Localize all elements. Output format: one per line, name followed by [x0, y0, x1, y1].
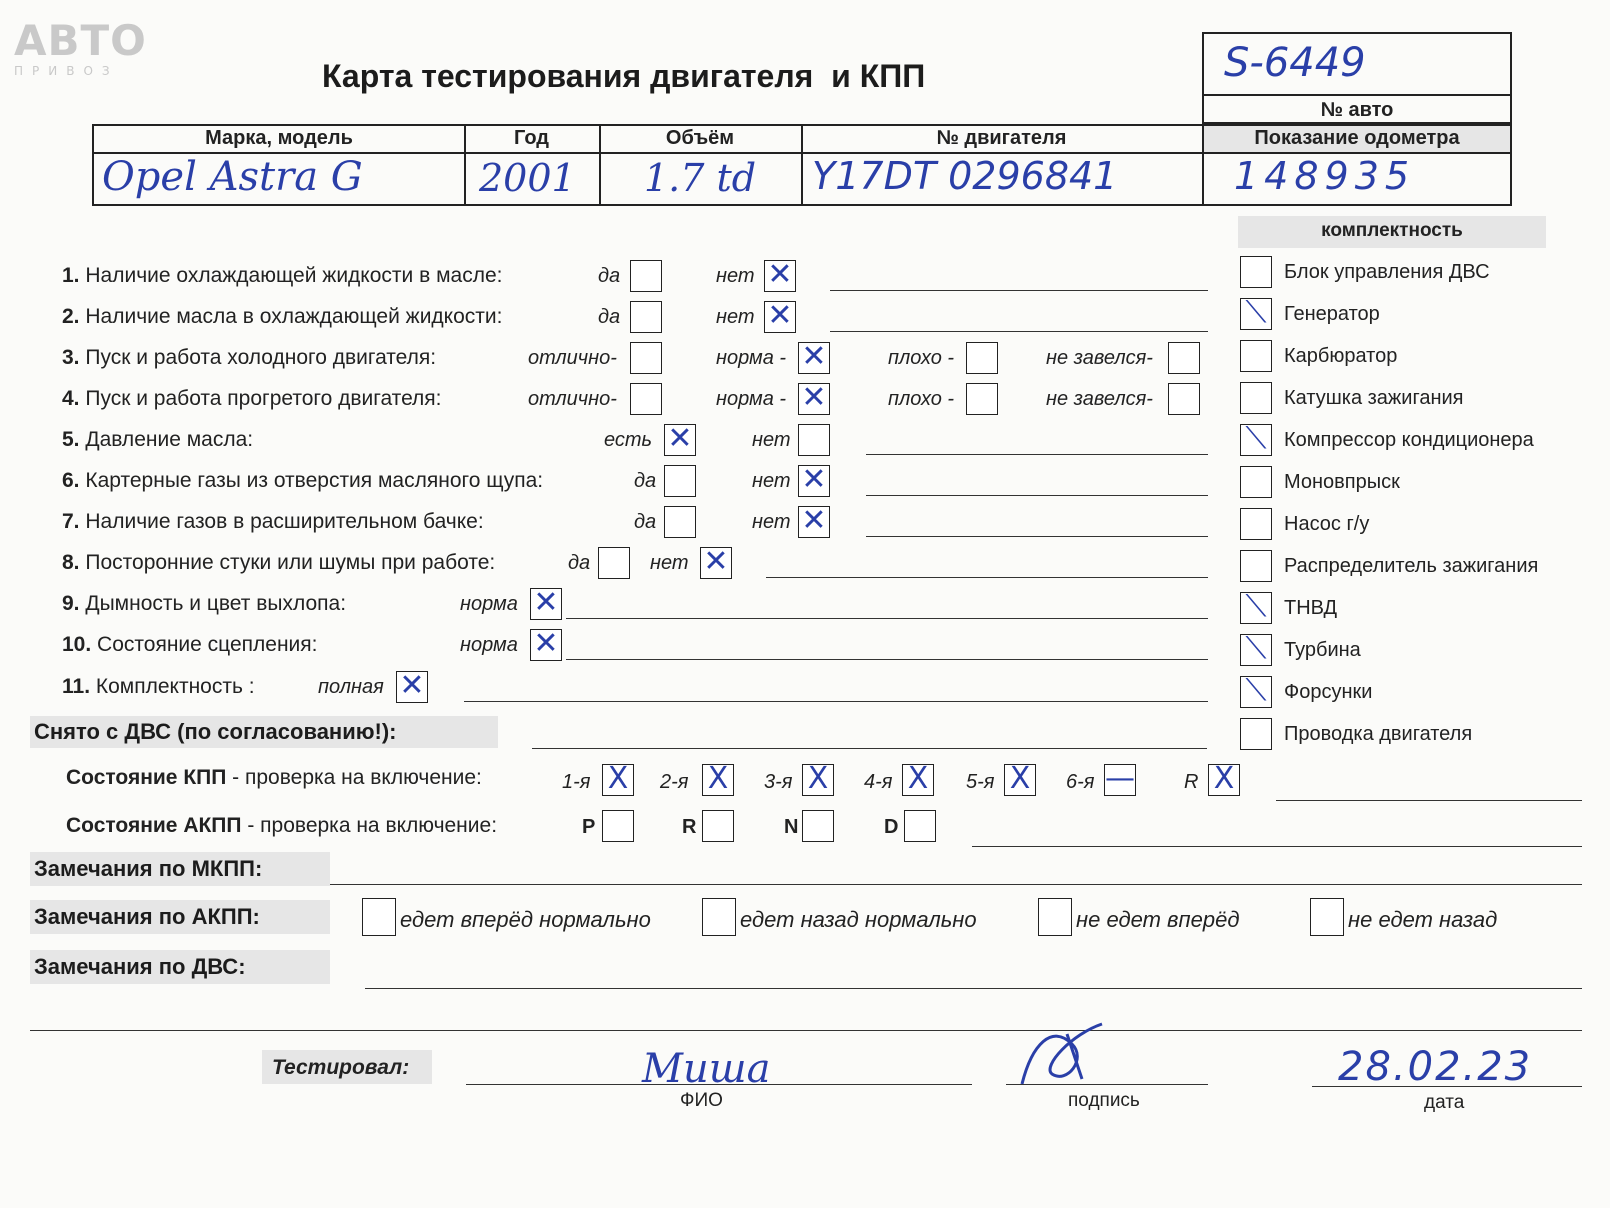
question-text	[62, 592, 346, 616]
question-number: 10.	[62, 633, 92, 656]
question-number: 6.	[62, 469, 80, 492]
answer-line[interactable]	[830, 331, 1208, 332]
option-checkbox[interactable]	[798, 503, 830, 538]
option-label: норма	[460, 634, 518, 656]
kit-header-label: комплектность	[1321, 220, 1463, 241]
akpp-remark-label: едет вперёд нормально	[400, 907, 651, 932]
answer-line[interactable]	[464, 701, 1208, 702]
name-label: ФИО	[680, 1090, 723, 1111]
remarks-dvs-label: Замечания по ДВС:	[34, 954, 246, 979]
question-label: Пуск и работа холодного двигателя:	[85, 346, 437, 369]
option-label: отлично-	[528, 347, 617, 369]
col-header-year: Год	[514, 127, 549, 149]
remarks-mkpp-label: Замечания по МКПП:	[34, 856, 263, 881]
option-label: не завелся-	[1046, 388, 1153, 410]
gear-mark: X	[1009, 761, 1031, 796]
question-text	[62, 305, 502, 329]
gear-mark: X	[907, 761, 929, 796]
question-text	[62, 346, 436, 370]
option-checkbox-mark: ✕	[533, 585, 559, 620]
kit-checkbox-0[interactable]	[1240, 256, 1272, 288]
removed-label: Снято с ДВС (по согласованию!):	[34, 719, 397, 744]
option-checkbox[interactable]	[396, 668, 428, 703]
kit-checkbox-9-mark: ⟍	[1245, 631, 1267, 666]
akpp-label	[66, 814, 497, 838]
signature-label: подпись	[1068, 1090, 1140, 1111]
logo-main-text: АВТО	[14, 16, 147, 65]
kit-item-label: ТНВД	[1284, 597, 1338, 619]
option-checkbox[interactable]	[664, 506, 696, 538]
answer-line[interactable]	[766, 577, 1208, 578]
gear-label: 4-я	[864, 771, 893, 793]
option-checkbox-mark: ✕	[399, 668, 425, 703]
form-title: Карта тестирования двигателя и КПП	[322, 58, 926, 94]
logo-sub-text: ПРИВОЗ	[14, 64, 119, 78]
option-checkbox[interactable]	[700, 544, 732, 579]
kit-checkbox-1[interactable]	[1240, 295, 1272, 330]
question-number: 9.	[62, 592, 80, 615]
question-text	[62, 387, 442, 411]
col-header-model: Марка, модель	[205, 127, 353, 149]
answer-line[interactable]	[566, 659, 1208, 660]
option-label: норма	[460, 593, 518, 615]
date-label: дата	[1424, 1092, 1465, 1113]
col-header-volume: Объём	[665, 127, 735, 149]
option-checkbox-mark: ✕	[801, 462, 827, 497]
value-odometer: 148935	[1234, 154, 1416, 198]
option-checkbox[interactable]	[798, 339, 830, 374]
kit-header	[1238, 216, 1546, 248]
kit-checkbox-8[interactable]	[1240, 589, 1272, 624]
option-checkbox-mark: ✕	[767, 298, 793, 333]
question-label: Наличие охлаждающей жидкости в масле:	[85, 264, 503, 287]
option-checkbox[interactable]	[1168, 342, 1200, 374]
akpp-line[interactable]	[972, 846, 1582, 847]
kit-checkbox-4-mark: ⟍	[1245, 421, 1267, 456]
question-label: Давление масла:	[85, 428, 254, 451]
question-label: Наличие масла в охлаждающей жидкости:	[85, 305, 503, 328]
question-number: 3.	[62, 346, 80, 369]
kpp-label	[66, 766, 482, 790]
gear-checkbox[interactable]	[702, 761, 734, 796]
akpp-remark-checkbox[interactable]	[1310, 898, 1344, 936]
question-text	[62, 633, 317, 657]
option-checkbox-mark: ✕	[801, 339, 827, 374]
gear-label: 5-я	[966, 771, 995, 793]
kit-item-label: Блок управления ДВС	[1284, 261, 1490, 283]
name-line[interactable]	[466, 1084, 972, 1085]
question-label: Наличие газов в расширительном бачке:	[85, 510, 484, 533]
akpp-position-checkbox[interactable]	[904, 810, 936, 842]
akpp-remark-checkbox[interactable]	[702, 898, 736, 936]
option-label: да	[634, 470, 657, 492]
akpp-remark-label: едет назад нормально	[740, 907, 977, 932]
option-label: нет	[716, 306, 755, 328]
option-label: да	[598, 306, 621, 328]
option-label: норма -	[716, 388, 787, 410]
answer-line[interactable]	[566, 618, 1208, 619]
akpp-remark-label: не едет назад	[1348, 907, 1498, 932]
option-label: нет	[752, 511, 791, 533]
tester-name: Миша	[642, 1046, 771, 1092]
question-label: Пуск и работа прогретого двигателя:	[85, 387, 442, 410]
vehicle-header-table	[92, 124, 1512, 206]
remarks-mkpp-line[interactable]	[330, 884, 1582, 885]
option-checkbox[interactable]	[664, 465, 696, 497]
gear-label: 2-я	[660, 771, 689, 793]
kit-item-label: Проводка двигателя	[1284, 723, 1473, 745]
option-checkbox[interactable]	[966, 342, 998, 374]
option-checkbox[interactable]	[764, 257, 796, 292]
gear-mark: X	[807, 761, 829, 796]
kpp-label-rest: - проверка на включение:	[226, 766, 482, 789]
question-number: 1.	[62, 264, 80, 287]
kit-item-label: Компрессор кондиционера	[1284, 429, 1534, 451]
kit-checkbox-2[interactable]	[1240, 340, 1272, 372]
kit-item-label: Генератор	[1284, 303, 1380, 325]
option-checkbox[interactable]	[664, 421, 696, 456]
kpp-label-bold: Состояние КПП	[66, 766, 227, 789]
signature-line[interactable]	[1006, 1084, 1208, 1085]
gear-checkbox[interactable]	[902, 761, 934, 796]
col-header-engine-number: № двигателя	[936, 127, 1067, 149]
kit-checkbox-6[interactable]	[1240, 508, 1272, 540]
car-number-value: S-6449	[1224, 40, 1366, 86]
value-year: 2001	[479, 156, 576, 200]
akpp-position-label: P	[582, 816, 596, 838]
option-label: да	[598, 265, 621, 287]
tested-label: Тестировал:	[272, 1056, 410, 1079]
option-checkbox[interactable]	[798, 424, 830, 456]
kit-item-label: Насос г/у	[1284, 513, 1370, 535]
question-text	[62, 510, 484, 534]
answer-line[interactable]	[866, 454, 1208, 455]
kit-item-label: Моновпрыск	[1284, 471, 1400, 493]
removed-line[interactable]	[532, 748, 1207, 749]
kit-item-label: Форсунки	[1284, 681, 1373, 703]
question-number: 5.	[62, 428, 80, 451]
gear-label: 1-я	[562, 771, 591, 793]
date-line[interactable]	[1312, 1086, 1582, 1087]
option-label: да	[634, 511, 657, 533]
gear-label: 6-я	[1066, 771, 1095, 793]
kit-item-label: Распределитель зажигания	[1284, 555, 1539, 577]
gear-mark: X	[707, 761, 729, 796]
kit-checkbox-3[interactable]	[1240, 382, 1272, 414]
gear-mark: X	[607, 761, 629, 796]
kit-item-label: Турбина	[1284, 639, 1361, 661]
option-label: плохо -	[888, 388, 955, 410]
car-number-label: № авто	[1320, 99, 1394, 121]
question-number: 11.	[62, 675, 91, 698]
akpp-position-label: R	[682, 816, 697, 838]
option-checkbox-mark: ✕	[767, 257, 793, 292]
date-value: 28.02.23	[1338, 1044, 1533, 1090]
question-text	[62, 551, 495, 575]
akpp-remark-label: не едет вперёд	[1076, 907, 1240, 932]
option-label: норма -	[716, 347, 787, 369]
kit-checkbox-7[interactable]	[1240, 550, 1272, 582]
car-number-box	[1202, 32, 1512, 124]
remarks-dvs-line-2[interactable]	[30, 1030, 1582, 1031]
answer-line[interactable]	[830, 290, 1208, 291]
question-number: 8.	[62, 551, 80, 574]
option-label: да	[568, 552, 591, 574]
value-model: Opel Astra G	[102, 154, 363, 200]
option-checkbox-mark: ✕	[703, 544, 729, 579]
option-checkbox[interactable]	[798, 380, 830, 415]
brand-logo	[14, 18, 147, 78]
option-label: отлично-	[528, 388, 617, 410]
option-label: нет	[752, 429, 791, 451]
akpp-position-label: N	[784, 816, 799, 838]
option-checkbox[interactable]	[764, 298, 796, 333]
option-label: плохо -	[888, 347, 955, 369]
kit-item-label: Катушка зажигания	[1284, 387, 1464, 409]
question-number: 7.	[62, 510, 80, 533]
option-label: есть	[604, 429, 653, 451]
question-label: Дымность и цвет выхлопа:	[85, 592, 347, 615]
kit-checkbox-9[interactable]	[1240, 631, 1272, 666]
question-text	[62, 675, 255, 699]
option-label: нет	[716, 265, 755, 287]
answer-line[interactable]	[866, 536, 1208, 537]
option-checkbox[interactable]	[966, 383, 998, 415]
gear-checkbox[interactable]	[1104, 761, 1136, 796]
option-checkbox[interactable]	[630, 260, 662, 292]
akpp-position-checkbox[interactable]	[802, 810, 834, 842]
signature-image	[1012, 1014, 1122, 1094]
akpp-remark-checkbox[interactable]	[1038, 898, 1072, 936]
remarks-akpp-label: Замечания по АКПП:	[34, 904, 260, 929]
kit-checkbox-1-mark: ⟍	[1245, 295, 1267, 330]
gear-checkbox[interactable]	[602, 761, 634, 796]
option-label: нет	[650, 552, 689, 574]
question-label: Посторонние стуки или шумы при работе:	[85, 551, 496, 574]
kpp-line[interactable]	[1276, 800, 1582, 801]
option-checkbox[interactable]	[630, 342, 662, 374]
kit-item-label: Карбюратор	[1284, 345, 1398, 367]
question-number: 4.	[62, 387, 80, 410]
remarks-dvs-line[interactable]	[365, 988, 1582, 989]
kit-checkbox-5[interactable]	[1240, 466, 1272, 498]
question-label: Картерные газы из отверстия масляного щупа:	[85, 469, 544, 492]
option-checkbox-mark: ✕	[801, 380, 827, 415]
option-checkbox[interactable]	[630, 383, 662, 415]
option-checkbox-mark: ✕	[667, 421, 693, 456]
kit-checkbox-11[interactable]	[1240, 718, 1272, 750]
gear-checkbox[interactable]	[1208, 761, 1240, 796]
kit-checkbox-10-mark: ⟍	[1245, 673, 1267, 708]
akpp-label-rest: - проверка на включение:	[241, 814, 498, 837]
akpp-label-bold: Состояние АКПП	[66, 814, 242, 837]
answer-line[interactable]	[866, 495, 1208, 496]
question-label: Состояние сцепления:	[97, 633, 318, 656]
akpp-position-checkbox[interactable]	[602, 810, 634, 842]
option-checkbox[interactable]	[798, 462, 830, 497]
gear-checkbox[interactable]	[802, 761, 834, 796]
option-checkbox[interactable]	[630, 301, 662, 333]
option-checkbox-mark: ✕	[801, 503, 827, 538]
akpp-position-label: D	[884, 816, 899, 838]
option-checkbox[interactable]	[598, 547, 630, 579]
gear-checkbox[interactable]	[1004, 761, 1036, 796]
option-label: нет	[752, 470, 791, 492]
question-label: Комплектность :	[95, 675, 255, 698]
gear-label: R	[1184, 771, 1199, 793]
option-checkbox[interactable]	[1168, 383, 1200, 415]
question-text	[62, 428, 253, 452]
akpp-remark-checkbox[interactable]	[362, 898, 396, 936]
gear-mark: —	[1105, 761, 1135, 796]
gear-mark: X	[1213, 761, 1235, 796]
question-number: 2.	[62, 305, 80, 328]
option-checkbox[interactable]	[530, 585, 562, 620]
kit-checkbox-10[interactable]	[1240, 673, 1272, 708]
kit-checkbox-4[interactable]	[1240, 421, 1272, 456]
value-engine-number: Y17DT 0296841	[812, 154, 1118, 198]
gear-label: 3-я	[764, 771, 793, 793]
option-label: не завелся-	[1046, 347, 1153, 369]
option-label: полная	[318, 676, 384, 698]
question-text	[62, 469, 543, 493]
option-checkbox[interactable]	[530, 626, 562, 661]
option-checkbox-mark: ✕	[533, 626, 559, 661]
value-volume: 1.7 td	[644, 156, 757, 200]
akpp-position-checkbox[interactable]	[702, 810, 734, 842]
col-header-odometer: Показание одометра	[1254, 127, 1460, 149]
question-text	[62, 264, 502, 288]
kit-checkbox-8-mark: ⟍	[1245, 589, 1267, 624]
